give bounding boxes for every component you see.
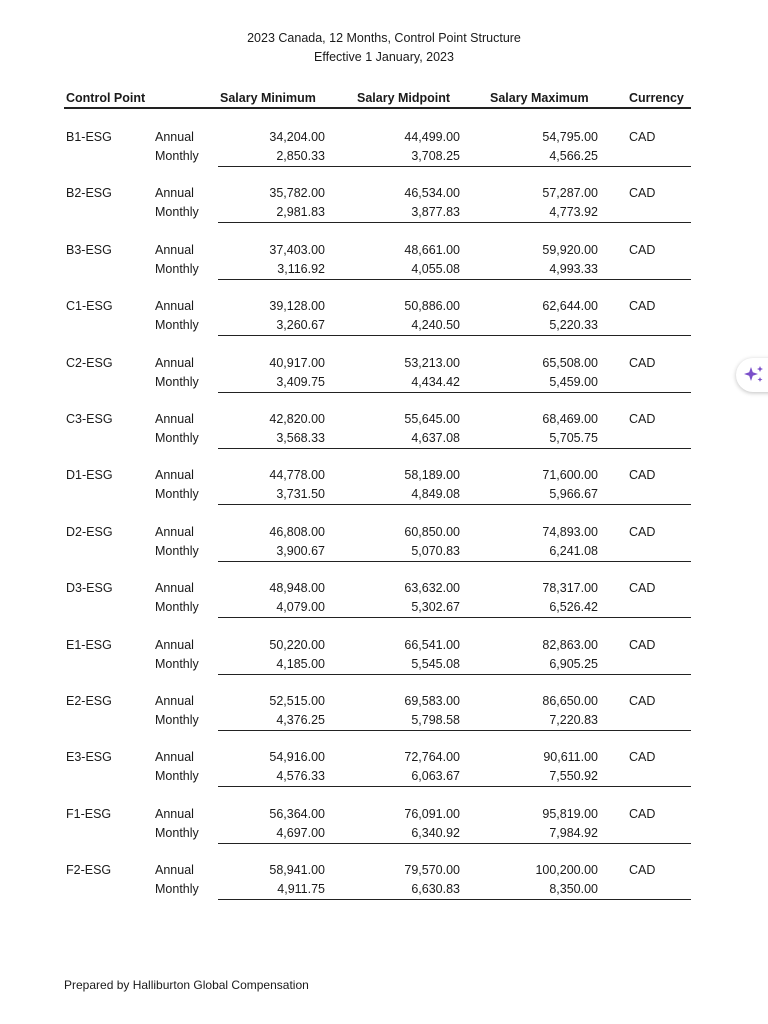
monthly-salary-minimum: 2,981.83 [276,205,325,220]
monthly-salary-maximum: 4,566.25 [549,149,598,163]
table-row [0,184,768,224]
header-currency: Currency [629,91,684,105]
control-point-code: B3-ESG [66,242,112,257]
control-point-code: D2-ESG [66,524,113,539]
table-row [0,241,768,281]
monthly-salary-maximum: 5,220.33 [549,318,598,333]
annual-salary-midpoint: 76,091.00 [404,806,460,821]
monthly-salary-midpoint: 5,070.83 [411,543,460,558]
period-label-monthly: Monthly [155,825,199,840]
row-divider [218,674,691,675]
control-point-code: B1-ESG [66,130,112,144]
annual-salary-minimum: 58,941.00 [269,863,325,878]
row-divider [218,166,691,167]
row-divider [218,561,691,562]
period-label-annual: Annual [155,581,194,596]
table-row [0,636,768,676]
annual-salary-midpoint: 55,645.00 [404,412,460,426]
annual-salary-minimum: 39,128.00 [269,299,325,314]
monthly-salary-maximum: 5,459.00 [549,374,598,389]
monthly-salary-minimum: 3,568.33 [276,431,325,445]
annual-salary-midpoint: 63,632.00 [404,581,460,596]
row-divider [218,843,691,844]
monthly-salary-maximum: 5,705.75 [549,431,598,445]
monthly-salary-midpoint: 3,708.25 [411,149,460,163]
period-label-annual: Annual [155,806,194,821]
header-control-point: Control Point [66,91,146,105]
monthly-salary-midpoint: 5,545.08 [411,656,460,671]
header-rule [64,107,691,109]
control-point-code: C2-ESG [66,355,113,370]
monthly-salary-minimum: 4,185.00 [276,656,325,671]
header-salary-maximum: Salary Maximum [490,91,589,105]
monthly-salary-maximum: 7,220.83 [549,713,598,727]
footer-note: Prepared by Halliburton Global Compensation [64,978,309,992]
period-label-annual: Annual [155,130,194,144]
monthly-salary-minimum: 3,409.75 [276,374,325,389]
row-divider [218,335,691,336]
annual-salary-minimum: 46,808.00 [269,524,325,539]
annual-salary-minimum: 50,220.00 [269,637,325,652]
period-label-monthly: Monthly [155,543,199,558]
annual-salary-maximum: 54,795.00 [542,130,598,144]
period-label-annual: Annual [155,524,194,539]
annual-salary-maximum: 71,600.00 [542,468,598,483]
annual-salary-midpoint: 79,570.00 [404,863,460,878]
monthly-salary-maximum: 5,966.67 [549,487,598,502]
period-label-annual: Annual [155,299,194,314]
control-point-code: E1-ESG [66,637,112,652]
title-line-2: Effective 1 January, 2023 [314,50,454,64]
annual-salary-midpoint: 66,541.00 [404,637,460,652]
currency-code: CAD [629,130,656,144]
period-label-monthly: Monthly [155,600,199,615]
monthly-salary-midpoint: 5,302.67 [411,600,460,615]
monthly-salary-midpoint: 4,240.50 [411,318,460,333]
monthly-salary-midpoint: 6,063.67 [411,769,460,784]
currency-code: CAD [629,863,656,878]
row-divider [218,392,691,393]
annual-salary-maximum: 78,317.00 [542,581,598,596]
annual-salary-minimum: 44,778.00 [269,468,325,483]
period-label-annual: Annual [155,863,194,878]
table-row [0,861,768,901]
period-label-monthly: Monthly [155,882,199,897]
annual-salary-midpoint: 44,499.00 [404,130,460,144]
currency-code: CAD [629,581,656,596]
currency-code: CAD [629,299,656,314]
period-label-monthly: Monthly [155,261,199,276]
annual-salary-minimum: 42,820.00 [269,412,325,426]
row-divider [218,222,691,223]
monthly-salary-maximum: 4,993.33 [549,261,598,276]
monthly-salary-minimum: 3,900.67 [276,543,325,558]
monthly-salary-midpoint: 4,434.42 [411,374,460,389]
row-divider [218,730,691,731]
period-label-annual: Annual [155,186,194,201]
period-label-monthly: Monthly [155,656,199,671]
monthly-salary-midpoint: 4,055.08 [411,261,460,276]
annual-salary-minimum: 56,364.00 [269,806,325,821]
period-label-annual: Annual [155,412,194,426]
header-salary-minimum: Salary Minimum [220,91,316,105]
monthly-salary-minimum: 2,850.33 [276,149,325,163]
assistant-button[interactable] [736,358,768,392]
control-point-code: F2-ESG [66,863,112,878]
annual-salary-maximum: 100,200.00 [535,863,598,878]
currency-code: CAD [629,750,656,765]
table-row [0,128,768,168]
annual-salary-midpoint: 50,886.00 [404,299,460,314]
monthly-salary-midpoint: 3,877.83 [411,205,460,220]
control-point-code: D3-ESG [66,581,113,596]
table-row [0,297,768,337]
annual-salary-maximum: 86,650.00 [542,694,598,708]
table-row [0,692,768,732]
annual-salary-maximum: 74,893.00 [542,524,598,539]
annual-salary-minimum: 34,204.00 [269,130,325,144]
annual-salary-minimum: 35,782.00 [269,186,325,201]
period-label-monthly: Monthly [155,318,199,333]
monthly-salary-minimum: 3,731.50 [276,487,325,502]
annual-salary-maximum: 82,863.00 [542,637,598,652]
period-label-annual: Annual [155,694,194,708]
period-label-monthly: Monthly [155,149,199,163]
currency-code: CAD [629,468,656,483]
period-label-annual: Annual [155,637,194,652]
annual-salary-minimum: 54,916.00 [269,750,325,765]
row-divider [218,899,691,900]
currency-code: CAD [629,242,656,257]
row-divider [218,786,691,787]
table-row [0,805,768,845]
row-divider [218,279,691,280]
table-row [0,523,768,563]
annual-salary-maximum: 95,819.00 [542,806,598,821]
currency-code: CAD [629,806,656,821]
annual-salary-midpoint: 46,534.00 [404,186,460,201]
period-label-annual: Annual [155,355,194,370]
currency-code: CAD [629,412,656,426]
monthly-salary-midpoint: 4,637.08 [411,431,460,445]
period-label-monthly: Monthly [155,431,199,445]
annual-salary-maximum: 62,644.00 [542,299,598,314]
currency-code: CAD [629,355,656,370]
monthly-salary-maximum: 7,550.92 [549,769,598,784]
period-label-annual: Annual [155,468,194,483]
period-label-monthly: Monthly [155,487,199,502]
control-point-code: E2-ESG [66,694,112,708]
monthly-salary-midpoint: 6,630.83 [411,882,460,897]
monthly-salary-minimum: 4,376.25 [276,713,325,727]
control-point-code: C3-ESG [66,412,113,426]
row-divider [218,448,691,449]
currency-code: CAD [629,186,656,201]
monthly-salary-maximum: 8,350.00 [549,882,598,897]
row-divider [218,617,691,618]
annual-salary-maximum: 57,287.00 [542,186,598,201]
monthly-salary-minimum: 4,576.33 [276,769,325,784]
control-point-code: B2-ESG [66,186,112,201]
monthly-salary-midpoint: 4,849.08 [411,487,460,502]
annual-salary-minimum: 40,917.00 [269,355,325,370]
period-label-monthly: Monthly [155,769,199,784]
annual-salary-midpoint: 60,850.00 [404,524,460,539]
annual-salary-midpoint: 48,661.00 [404,242,460,257]
annual-salary-midpoint: 69,583.00 [404,694,460,708]
currency-code: CAD [629,694,656,708]
monthly-salary-minimum: 4,911.75 [277,882,325,897]
title-line-1: 2023 Canada, 12 Months, Control Point Structure [247,31,521,45]
table-row [0,410,768,450]
monthly-salary-maximum: 4,773.92 [549,205,598,220]
control-point-code: E3-ESG [66,750,112,765]
annual-salary-maximum: 65,508.00 [542,355,598,370]
annual-salary-midpoint: 58,189.00 [404,468,460,483]
period-label-monthly: Monthly [155,205,199,220]
annual-salary-maximum: 68,469.00 [542,412,598,426]
period-label-annual: Annual [155,242,194,257]
monthly-salary-maximum: 6,905.25 [549,656,598,671]
table-row [0,579,768,619]
table-row [0,748,768,788]
annual-salary-maximum: 59,920.00 [542,242,598,257]
header-salary-midpoint: Salary Midpoint [357,91,451,105]
currency-code: CAD [629,524,656,539]
monthly-salary-minimum: 4,697.00 [276,825,325,840]
period-label-monthly: Monthly [155,713,199,727]
annual-salary-minimum: 48,948.00 [269,581,325,596]
monthly-salary-maximum: 7,984.92 [549,825,598,840]
period-label-annual: Annual [155,750,194,765]
monthly-salary-minimum: 3,116.92 [277,261,325,276]
annual-salary-minimum: 37,403.00 [269,242,325,257]
annual-salary-midpoint: 72,764.00 [404,750,460,765]
monthly-salary-maximum: 6,526.42 [549,600,598,615]
currency-code: CAD [629,637,656,652]
monthly-salary-minimum: 3,260.67 [276,318,325,333]
control-point-code: D1-ESG [66,468,113,483]
control-point-code: C1-ESG [66,299,113,314]
monthly-salary-maximum: 6,241.08 [549,543,598,558]
table-row [0,354,768,394]
monthly-salary-minimum: 4,079.00 [276,600,325,615]
control-point-code: F1-ESG [66,806,112,821]
table-row [0,466,768,506]
annual-salary-midpoint: 53,213.00 [404,355,460,370]
annual-salary-minimum: 52,515.00 [269,694,325,708]
annual-salary-maximum: 90,611.00 [543,750,598,765]
sparkle-icon [742,365,766,385]
row-divider [218,504,691,505]
monthly-salary-midpoint: 6,340.92 [411,825,460,840]
period-label-monthly: Monthly [155,374,199,389]
monthly-salary-midpoint: 5,798.58 [411,713,460,727]
